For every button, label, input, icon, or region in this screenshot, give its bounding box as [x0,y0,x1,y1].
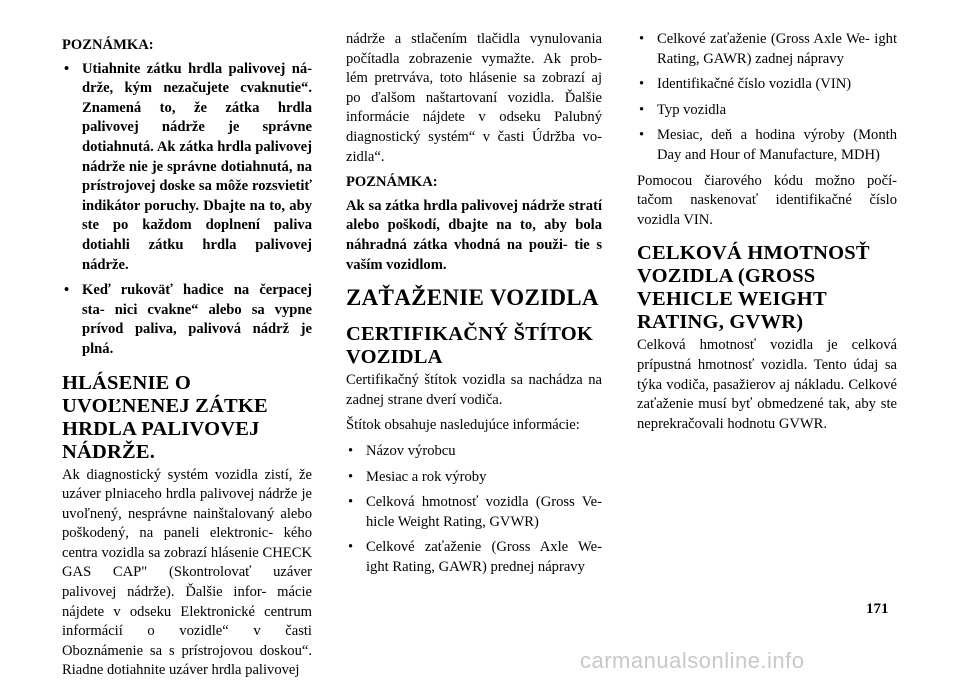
body-paragraph: Certifikačný štítok vozidla sa nachádza na zadnej strane dverí vodiča. [346,372,602,408]
page-number: 171 [866,601,889,617]
list-item: • Identifikačné číslo vozidla (VIN) [637,75,897,95]
chapter-heading-vehicle-loading: ZAŤAŽENIE VOZIDLA [346,285,599,311]
list-item: • Názov výrobcu [346,442,602,462]
right-column [637,30,897,440]
note-text: Ak sa zátka hrdla palivovej nádrže stratí alebo poškodí, dbajte na to, aby bola náhradná zátka vhodná na použi- tie s vaším vozidlom. [346,197,602,273]
body-paragraph: Ak diagnostický systém vozidla zistí, že uzáver plniaceho hrdla palivovej nádrže je uvoľnený, nesprávne nainštalovaný alebo poškodený, na paneli elektronic- kého centra vozidla sa zobrazí hlásenie CHECK GAS CAP" (Skontrolovať uzáver palivovej nádrže). Ďalšie infor- mácie nájdete v odseku Elektronické centrum informácií o vozidle“ v časti Oboznámenie sa s prístrojovou doskou“. Riadne dotiahnite uzáver hrdla palivovej [62,466,312,679]
left-column [62,30,312,687]
section-heading-certification-label: CERTIFIKAČNÝ ŠTÍTOK VOZIDLA [346,323,594,369]
label-info-list [637,30,897,166]
note-title: POZNÁMKA: [346,174,438,191]
label-info-list [346,442,602,578]
section-heading-gvwr: CELKOVÁ HMOTNOSŤ VOZIDLA (GROSS VEHICLE WEIGHT RATING, GVWR) [637,242,870,334]
body-paragraph: Štítok obsahuje nasledujúce informácie: [346,417,580,434]
section-heading-loose-cap: HLÁSENIE O UVOĽNENEJ ZÁTKE HRDLA PALIVOVEJ NÁDRŽE. [62,371,268,463]
note-item: • Keď rukoväť hadice na čerpacej sta- nici cvakne“ alebo sa vypne prívod paliva, palivová nádrž je plná. [62,281,312,359]
body-paragraph: Celková hmotnosť vozidla je celková prípustná hmotnosť vozidla. Tento údaj sa týka vodiča, pasažierov aj nákladu. Celkové zaťaženie musí byť obmedzené tak, aby ste neprekračovali hodnotu GVWR. [637,337,897,432]
note-title: POZNÁMKA: [62,37,154,53]
body-paragraph: nádrže a stlačením tlačidla vynulovania počítadla zobrazenie vymažte. Ak prob- lém pretrváva, toto hlásenie sa zobrazí aj po ďalšom naštartovaní vozidla. Ďalšie informácie nájdete v odseku Palubný diagnostický systém“ v časti Údržba vo- zidla“. [346,31,602,165]
list-item: • Celková hmotnosť vozidla (Gross Ve- hicle Weight Rating, GVWR) [346,493,602,532]
list-item: • Mesiac a rok výroby [346,468,602,488]
list-item: • Celkové zaťaženie (Gross Axle We- ight Rating, GAWR) zadnej nápravy [637,30,897,69]
watermark: carmanualsonline.info [580,648,805,673]
list-item: • Mesiac, deň a hodina výroby (Month Day and Hour of Manufacture, MDH) [637,126,897,165]
note-list [62,60,312,360]
list-item: • Celkové zaťaženie (Gross Axle We- ight Rating, GAWR) prednej nápravy [346,538,602,577]
body-paragraph: Pomocou čiarového kódu možno počí- tačom naskenovať identifikačné číslo vozidla VIN. [637,172,897,228]
list-item: • Typ vozidla [637,101,897,121]
note-item: • Utiahnite zátku hrdla palivovej ná- drže, kým nezačujete cvaknutie“. Znamená to, že zátka hrdla palivovej nádrže je správne dotiahnutá. Ak zátka hrdla palivovej nádrže nie je správne dotiahnutá, na prístrojovej doske sa môže rozsvietiť indikátor poruchy. Dbajte na to, aby ste po každom doplnení paliva dotiahli zátku hrdla palivovej nádrže. [62,60,312,276]
middle-column [346,30,602,583]
